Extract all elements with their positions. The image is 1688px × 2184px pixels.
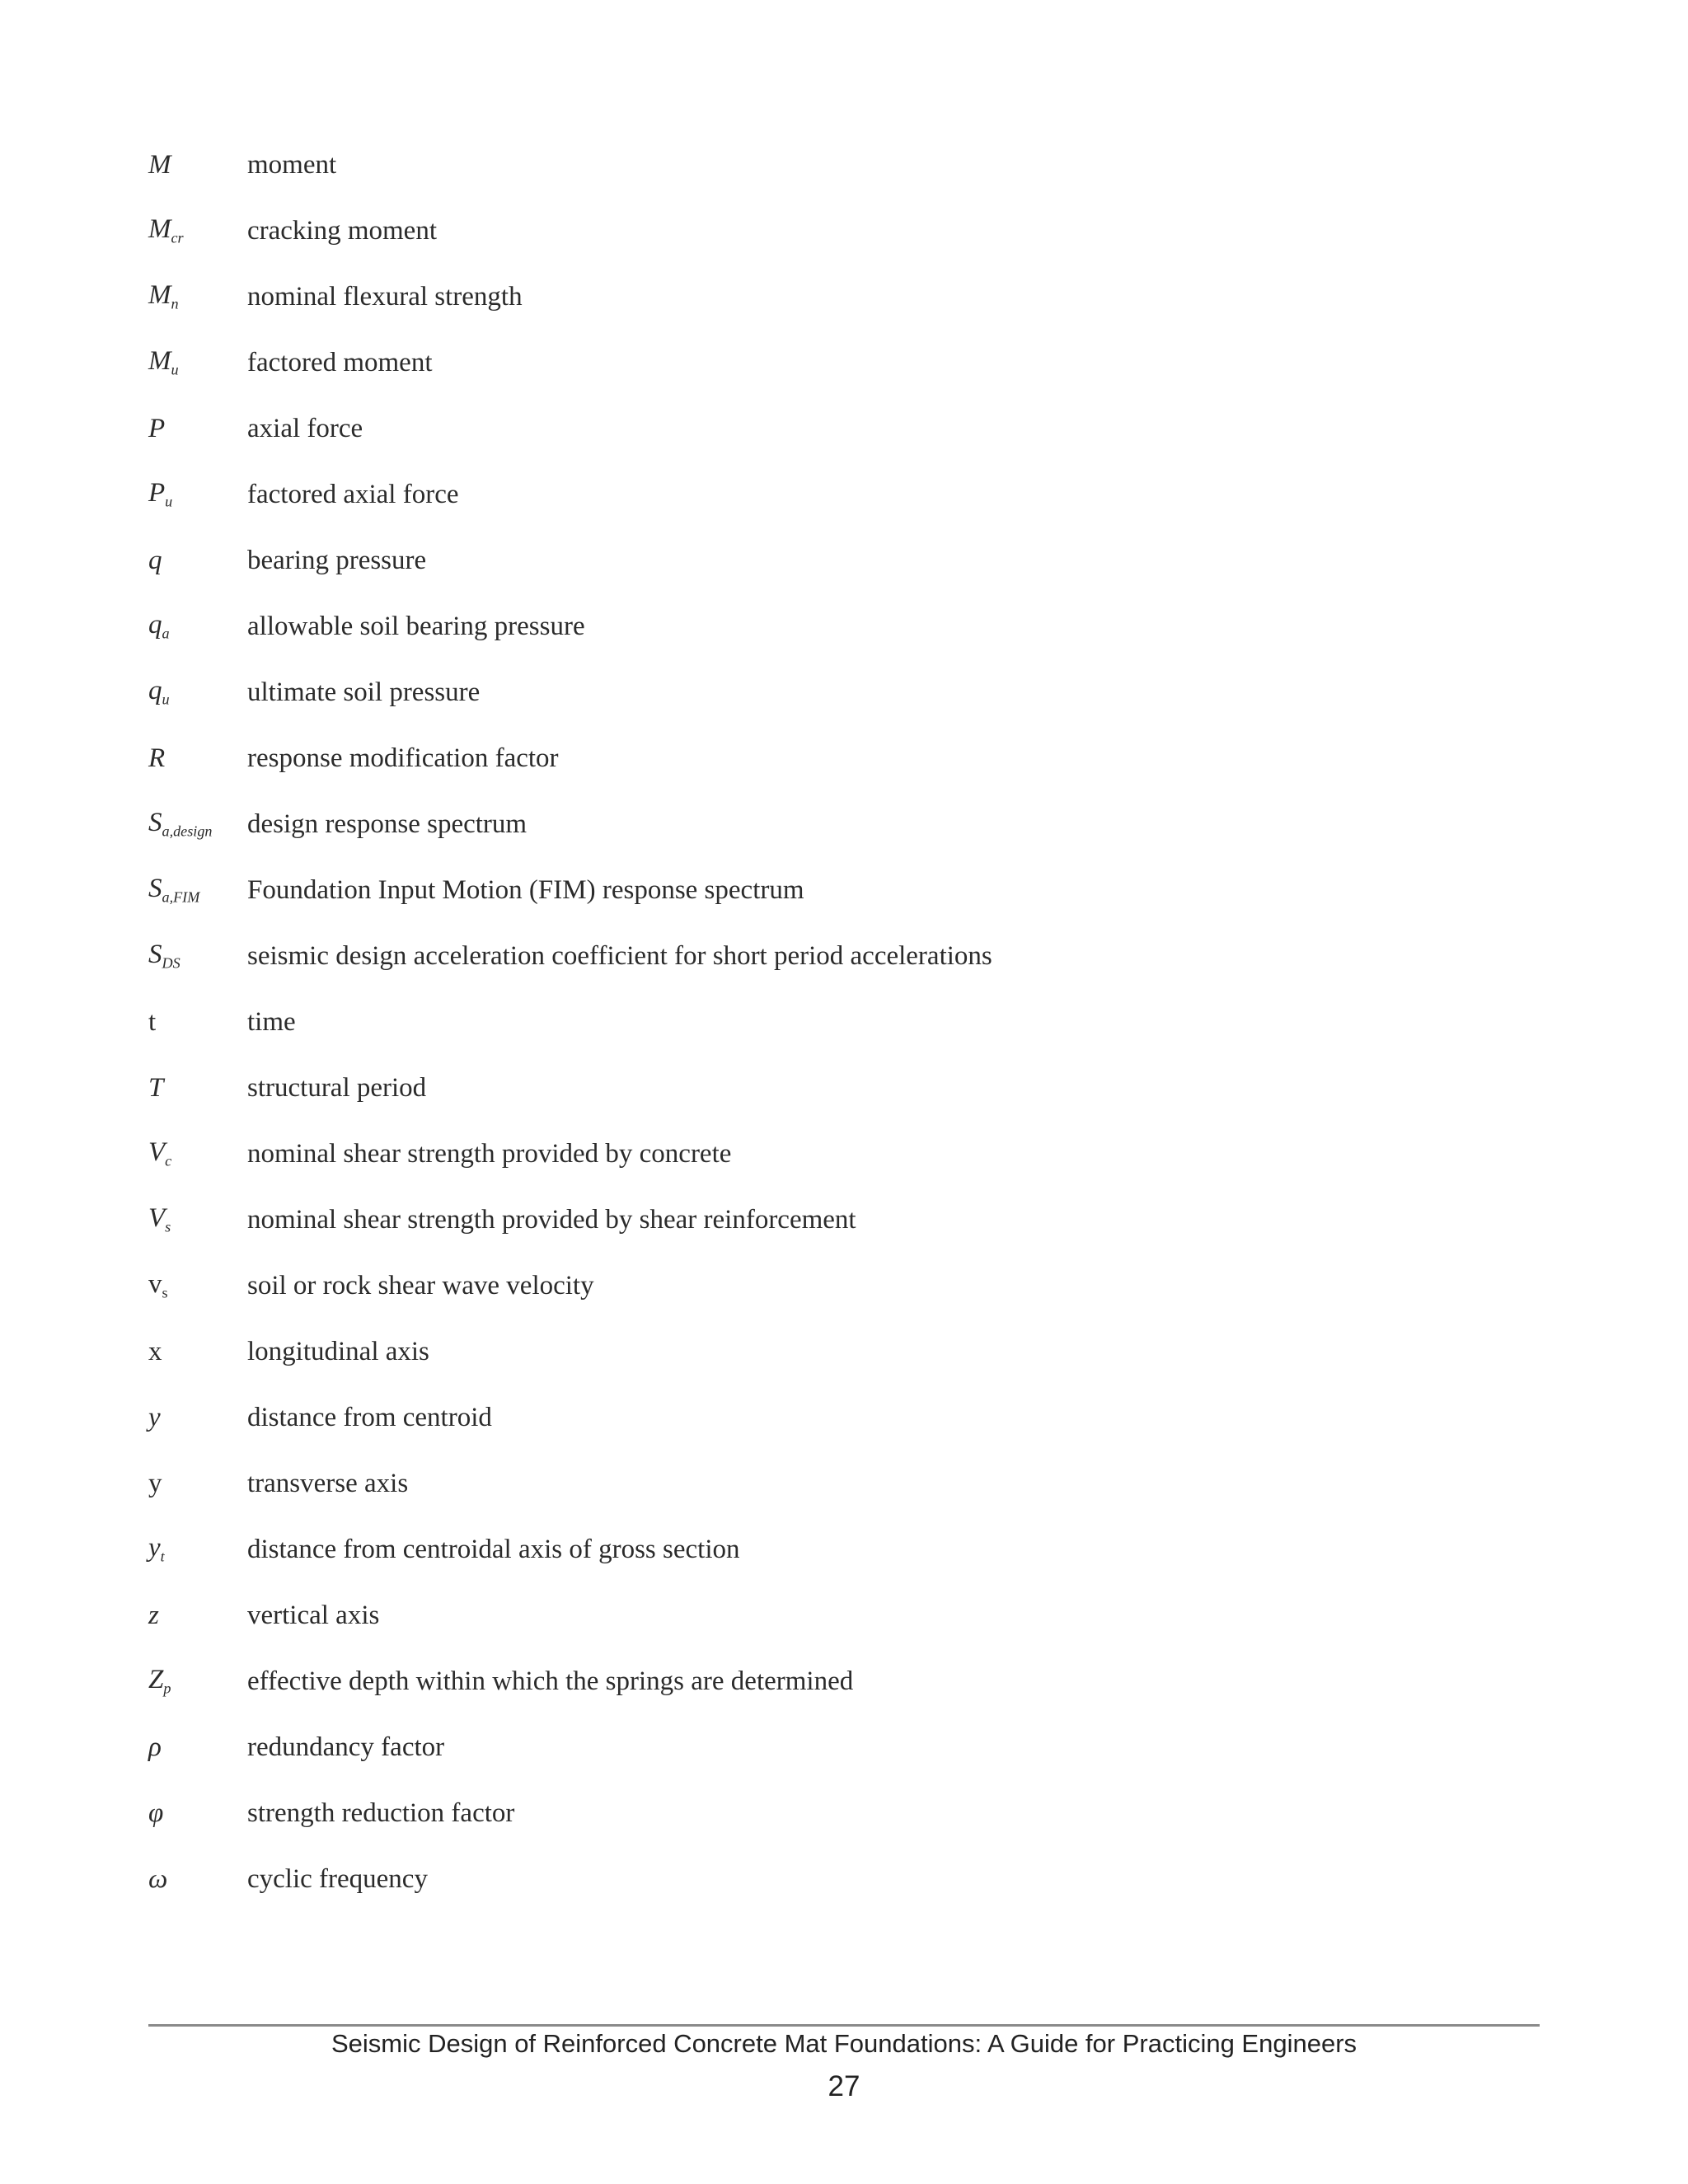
symbol [148, 1205, 247, 1235]
symbol-subscript: cr [171, 229, 184, 246]
symbol [148, 809, 247, 839]
symbol-base: ρ [148, 1732, 162, 1762]
symbol-base: T [148, 1072, 164, 1103]
symbol-row [148, 264, 1550, 330]
symbol-subscript: a,design [162, 823, 213, 840]
symbol-subscript: a [162, 625, 170, 642]
symbol-definition: nominal shear strength provided by concrete [247, 1138, 732, 1169]
symbol-base: P [148, 413, 166, 443]
footer-title: Seismic Design of Reinforced Concrete Mat Foundations: A Guide for Practicing Engineers [331, 2029, 1357, 2058]
symbol-definition: factored moment [247, 347, 433, 377]
symbol [148, 1338, 247, 1366]
symbol-base: M [148, 214, 171, 245]
symbol-row [148, 132, 1550, 198]
symbol-row [148, 725, 1550, 791]
symbol-list [148, 132, 1550, 1912]
symbol-subscript: t [160, 1548, 165, 1565]
symbol-row [148, 462, 1550, 527]
symbol-row [148, 593, 1550, 659]
symbol-definition: soil or rock shear wave velocity [247, 1270, 594, 1301]
symbol [148, 875, 247, 905]
symbol-definition: redundancy factor [247, 1732, 445, 1762]
symbol-definition: nominal shear strength provided by shear reinforcement [247, 1204, 856, 1235]
symbol-definition: factored axial force [247, 479, 459, 509]
symbol-subscript: c [165, 1152, 172, 1169]
symbol [148, 1535, 247, 1564]
symbol-definition: bearing pressure [247, 545, 427, 575]
symbol-base: x [148, 1336, 162, 1366]
symbol [148, 1602, 247, 1629]
page-number: 27 [828, 2070, 860, 2102]
symbol-definition: distance from centroid [247, 1402, 492, 1432]
symbol-base: t [148, 1006, 157, 1037]
symbol [148, 149, 247, 180]
symbol-row [148, 1451, 1550, 1516]
symbol-definition: time [247, 1006, 296, 1037]
symbol-definition: seismic design acceleration coefficient for short period accelerations [247, 940, 992, 971]
symbol-row [148, 1319, 1550, 1385]
symbol-row [148, 1714, 1550, 1780]
symbol-definition: design response spectrum [247, 808, 528, 839]
symbol-base: S [148, 940, 162, 970]
symbol-subscript: a,FIM [162, 888, 200, 906]
symbol-base: V [148, 1137, 166, 1168]
symbol-definition: effective depth within which the springs are determined [247, 1666, 854, 1696]
symbol [148, 415, 247, 443]
symbol-base: ω [148, 1863, 168, 1894]
symbol-row [148, 857, 1550, 923]
symbol [148, 1404, 247, 1432]
symbol [148, 1797, 247, 1828]
symbol-subscript: s [162, 1284, 168, 1301]
footer-divider [148, 2024, 1540, 2027]
symbol-row [148, 396, 1550, 462]
symbol-base: q [148, 676, 162, 706]
symbol-row [148, 1253, 1550, 1319]
symbol-subscript: u [171, 361, 179, 378]
symbol [148, 1271, 247, 1301]
symbol-definition: structural period [247, 1072, 427, 1103]
symbol [148, 216, 247, 246]
symbol-row [148, 1648, 1550, 1714]
symbol-definition: transverse axis [247, 1468, 409, 1498]
symbol [148, 1072, 247, 1103]
symbol [148, 348, 247, 377]
symbol [148, 745, 247, 772]
symbol-subscript: s [165, 1218, 171, 1235]
symbol-row [148, 923, 1550, 989]
symbol-subscript: n [171, 295, 179, 312]
symbol [148, 547, 247, 574]
symbol-base: P [148, 478, 166, 509]
symbol-row [148, 989, 1550, 1055]
symbol [148, 480, 247, 509]
symbol-definition: vertical axis [247, 1600, 380, 1630]
symbol [148, 1666, 247, 1696]
symbol-base: Z [148, 1665, 164, 1695]
symbol-definition: Foundation Input Motion (FIM) response spectrum [247, 874, 804, 905]
symbol [148, 1734, 247, 1761]
symbol-definition: moment [247, 149, 337, 180]
symbol-base: M [148, 280, 171, 311]
symbol-row [148, 1385, 1550, 1451]
symbol-subscript: u [165, 493, 173, 510]
symbol-row [148, 659, 1550, 725]
symbol-row [148, 330, 1550, 396]
symbol-base: M [148, 346, 171, 377]
symbol-base: φ [148, 1797, 164, 1828]
symbol [148, 612, 247, 641]
symbol [148, 1470, 247, 1497]
symbol-row [148, 1846, 1550, 1912]
symbol-row [148, 1187, 1550, 1253]
symbol-definition: strength reduction factor [247, 1797, 515, 1828]
symbol-row [148, 198, 1550, 264]
symbol [148, 1006, 247, 1037]
symbol-base: M [148, 149, 171, 180]
symbol-base: R [148, 743, 166, 773]
symbol-definition: longitudinal axis [247, 1336, 429, 1366]
symbol [148, 941, 247, 971]
symbol-definition: cyclic frequency [247, 1863, 428, 1894]
symbol [148, 1139, 247, 1169]
symbol-base: z [148, 1600, 159, 1630]
symbol-row [148, 1121, 1550, 1187]
symbol-base: q [148, 610, 162, 640]
symbol-definition: nominal flexural strength [247, 281, 523, 312]
symbol-row [148, 1582, 1550, 1648]
symbol-base: S [148, 808, 162, 838]
symbol-base: v [148, 1269, 162, 1300]
symbol [148, 1863, 247, 1894]
symbol-row [148, 1516, 1550, 1582]
symbol-row [148, 1780, 1550, 1846]
symbol-row [148, 791, 1550, 857]
symbol-definition: response modification factor [247, 743, 559, 773]
symbol-base: y [148, 1402, 161, 1432]
symbol-row [148, 1055, 1550, 1121]
symbol-definition: ultimate soil pressure [247, 677, 481, 707]
symbol-subscript: u [162, 691, 170, 708]
symbol-base: V [148, 1203, 166, 1234]
symbol-definition: distance from centroidal axis of gross section [247, 1534, 740, 1564]
symbol-subscript: DS [162, 954, 181, 972]
symbol-row [148, 527, 1550, 593]
symbol-base: y [148, 1533, 161, 1563]
symbol-definition: axial force [247, 413, 363, 443]
symbol [148, 677, 247, 707]
symbol-base: q [148, 545, 162, 575]
symbol-definition: allowable soil bearing pressure [247, 611, 585, 641]
symbol-base: S [148, 874, 162, 904]
symbol-base: y [148, 1468, 162, 1498]
symbol-definition: cracking moment [247, 215, 438, 246]
symbol-subscript: p [163, 1680, 171, 1697]
symbol [148, 282, 247, 312]
